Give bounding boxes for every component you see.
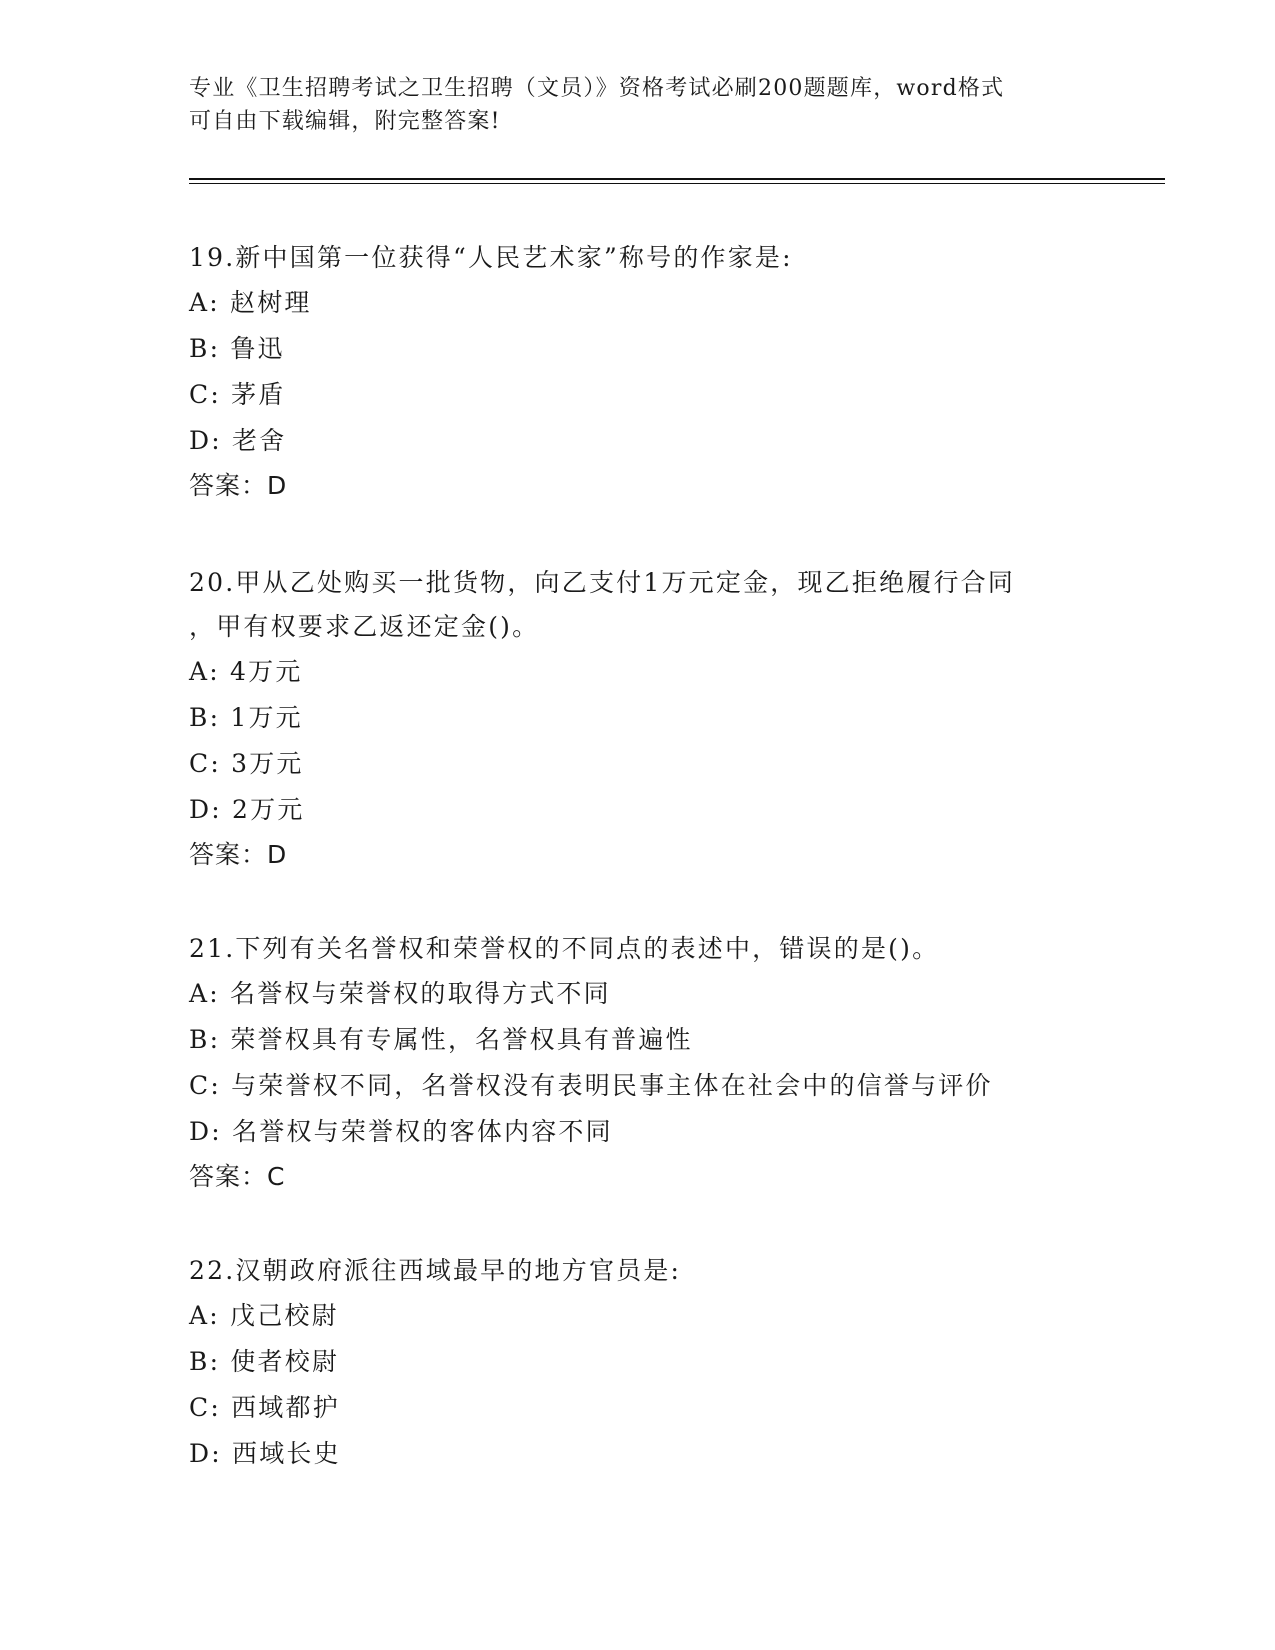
option-d: D: 西域长史: [189, 1439, 341, 1468]
option-c: C: 与荣誉权不同，名誉权没有表明民事主体在社会中的信誉与评价: [189, 1071, 993, 1100]
document-header: [189, 72, 1089, 138]
option-b: B: 鲁迅: [189, 334, 285, 363]
question-21: [189, 927, 1089, 1199]
question-text-line-1: 20.甲从乙处购买一批货物，向乙支付1万元定金，现乙拒绝履行合同: [189, 568, 1016, 597]
option-a: A: 赵树理: [189, 288, 312, 317]
option-b: B: 1万元: [189, 703, 303, 732]
option-d: D: 名誉权与荣誉权的客体内容不同: [189, 1117, 613, 1146]
header-divider-thin: [189, 183, 1165, 184]
question-19: [189, 236, 1089, 508]
option-c: C: 3万元: [189, 749, 304, 778]
option-a: A: 戊己校尉: [189, 1301, 339, 1330]
option-d: D: 2万元: [189, 795, 305, 824]
question-text: 22.汉朝政府派往西域最早的地方官员是:: [189, 1256, 682, 1285]
question-text: 19.新中国第一位获得“人民艺术家”称号的作家是:: [189, 243, 793, 272]
question-22: [189, 1249, 1089, 1477]
answer: 答案：D: [189, 840, 288, 869]
option-c: C: 茅盾: [189, 380, 286, 409]
option-d: D: 老舍: [189, 426, 287, 455]
header-line-2: 可自由下载编辑，附完整答案!: [189, 109, 501, 134]
header-line-1: 专业《卫生招聘考试之卫生招聘（文员）》资格考试必刷200题题库，word格式: [189, 76, 1005, 101]
option-c: C: 西域都护: [189, 1393, 340, 1422]
answer: 答案：D: [189, 471, 288, 500]
answer: 答案：C: [189, 1162, 286, 1191]
question-20: [189, 561, 1089, 877]
question-text-line-2: ，甲有权要求乙返还定金()。: [189, 612, 540, 641]
option-a: A: 4万元: [189, 657, 303, 686]
header-divider-thick: [189, 178, 1165, 180]
option-a: A: 名誉权与荣誉权的取得方式不同: [189, 979, 611, 1008]
question-text: 21.下列有关名誉权和荣誉权的不同点的表述中，错误的是()。: [189, 934, 940, 963]
option-b: B: 使者校尉: [189, 1347, 340, 1376]
option-b: B: 荣誉权具有专属性，名誉权具有普遍性: [189, 1025, 693, 1054]
